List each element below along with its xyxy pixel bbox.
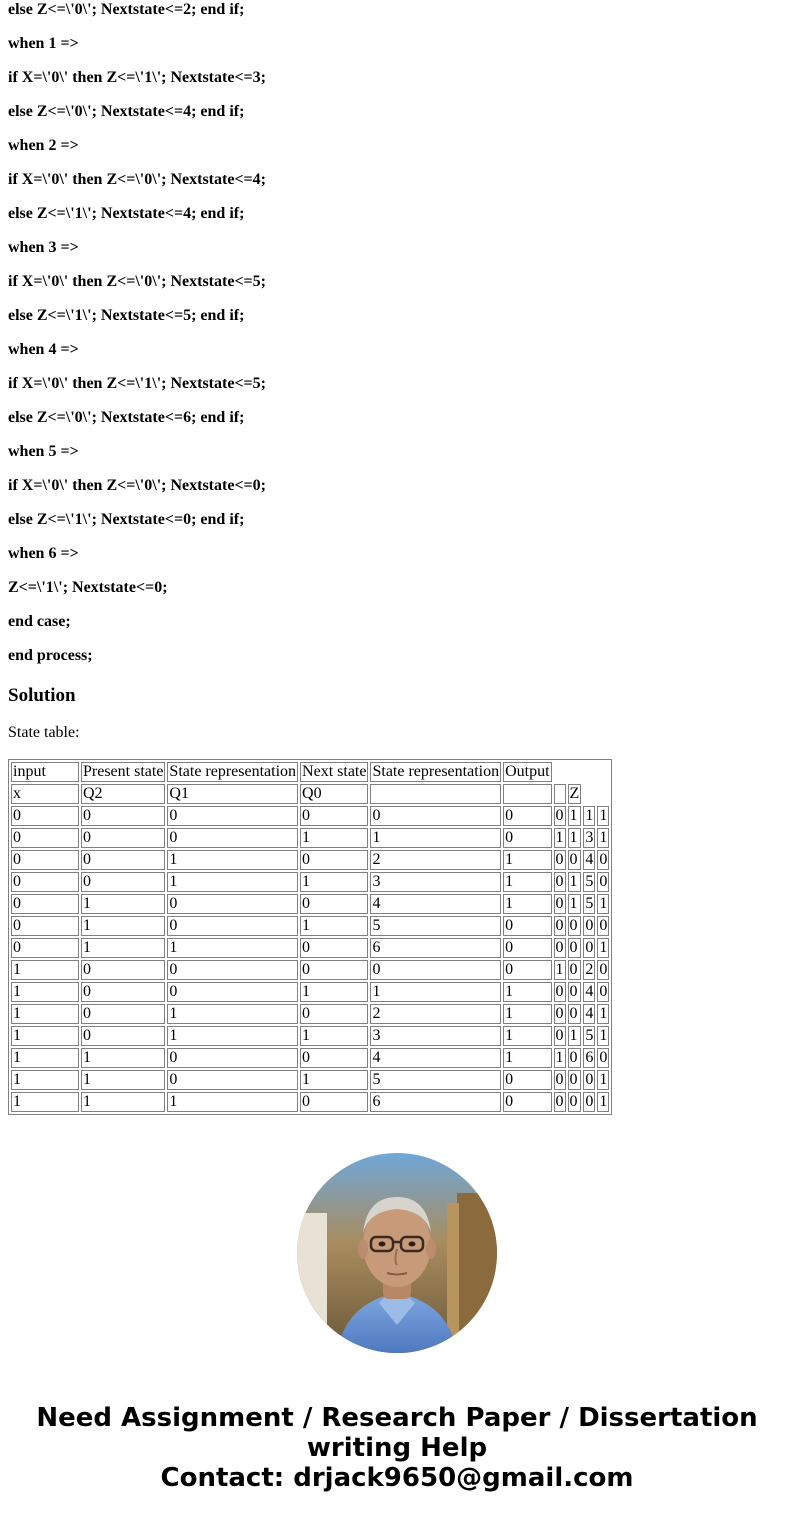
table-cell: 0 bbox=[300, 960, 368, 980]
table-row bbox=[11, 828, 609, 848]
table-cell: 0 bbox=[300, 1004, 368, 1024]
table-cell: 0 bbox=[503, 1070, 551, 1090]
table-row bbox=[11, 872, 609, 892]
table-cell: 0 bbox=[370, 960, 501, 980]
table-cell: 1 bbox=[599, 807, 608, 824]
table-cell: 1 bbox=[300, 1026, 368, 1046]
table-cell: 1 bbox=[503, 894, 551, 914]
table-cell: 0 bbox=[585, 917, 594, 934]
table-cell: 0 bbox=[555, 1027, 564, 1044]
table-cell: 5 bbox=[585, 1027, 594, 1044]
table-cell: 0 bbox=[555, 917, 564, 934]
table-cell: 1 bbox=[11, 1026, 79, 1046]
table-cell: 0 bbox=[167, 894, 298, 914]
table-cell: 0 bbox=[568, 916, 582, 936]
table-cell: 1 bbox=[167, 850, 298, 870]
code-line: end process; bbox=[8, 647, 93, 664]
author-photo-image bbox=[297, 1153, 497, 1353]
table-cell: 0 bbox=[503, 1092, 551, 1112]
table-cell: 6 bbox=[585, 1049, 594, 1066]
table-cell: 1 bbox=[599, 1005, 608, 1022]
table-row bbox=[11, 916, 609, 936]
table-cell: 0 bbox=[599, 873, 608, 890]
table-cell: 0 bbox=[81, 806, 165, 826]
table-header-cell: input bbox=[11, 762, 79, 782]
table-cell: 1 bbox=[11, 960, 79, 980]
table-cell: 0 bbox=[300, 938, 368, 958]
code-line: when 3 => bbox=[8, 239, 79, 256]
table-cell: 0 bbox=[503, 828, 551, 848]
table-cell: 0 bbox=[81, 828, 165, 848]
table-cell: 1 bbox=[568, 894, 582, 914]
code-line: Z<=\'1\'; Nextstate<=0; bbox=[8, 579, 168, 596]
code-line: when 4 => bbox=[8, 341, 79, 358]
code-line: end case; bbox=[8, 613, 71, 630]
table-row bbox=[11, 1092, 609, 1112]
table-cell: 1 bbox=[300, 982, 368, 1002]
table-subheader-cell: x bbox=[11, 784, 79, 804]
code-line: else Z<=\'1\'; Nextstate<=4; end if; bbox=[8, 205, 245, 222]
table-cell: 0 bbox=[599, 1049, 608, 1066]
table-cell: 1 bbox=[11, 1048, 79, 1068]
table-cell: 1 bbox=[300, 872, 368, 892]
table-cell: 5 bbox=[585, 895, 594, 912]
state-table bbox=[8, 759, 612, 1115]
table-cell: 0 bbox=[167, 1048, 298, 1068]
table-row bbox=[11, 894, 609, 914]
table-row bbox=[11, 806, 609, 826]
table-cell: 1 bbox=[81, 1092, 165, 1112]
table-header-cell: Output bbox=[505, 763, 550, 780]
table-subheader-cell: Q2 bbox=[81, 784, 165, 804]
table-cell: 0 bbox=[555, 807, 564, 824]
table-row bbox=[11, 982, 609, 1002]
table-cell: 0 bbox=[503, 916, 551, 936]
table-cell: 0 bbox=[555, 939, 564, 956]
table-cell: 1 bbox=[568, 806, 582, 826]
footer-line-2: writing Help bbox=[306, 1433, 488, 1463]
table-cell: 0 bbox=[81, 1004, 165, 1024]
code-line: if X=\'0\' then Z<=\'1\'; Nextstate<=5; bbox=[8, 375, 266, 392]
table-cell: 1 bbox=[503, 850, 551, 870]
table-cell: 1 bbox=[370, 828, 501, 848]
table-cell: 1 bbox=[11, 982, 79, 1002]
table-cell: 1 bbox=[300, 1070, 368, 1090]
code-line: else Z<=\'0\'; Nextstate<=4; end if; bbox=[8, 103, 245, 120]
table-cell: 1 bbox=[568, 1026, 582, 1046]
table-header-cell: State representation bbox=[372, 763, 500, 780]
table-row bbox=[11, 1048, 609, 1068]
table-cell: 0 bbox=[555, 1093, 564, 1110]
table-cell: 3 bbox=[585, 829, 594, 846]
table-cell: 5 bbox=[370, 1070, 501, 1090]
footer-line-1: Need Assignment / Research Paper / Dissertation bbox=[36, 1403, 758, 1433]
table-cell: 1 bbox=[568, 872, 582, 892]
table-cell: 1 bbox=[555, 961, 564, 978]
table-cell: 0 bbox=[81, 1026, 165, 1046]
table-cell: 1 bbox=[81, 1070, 165, 1090]
table-cell: 1 bbox=[11, 1070, 79, 1090]
table-cell: 0 bbox=[11, 894, 79, 914]
table-cell: 0 bbox=[599, 917, 608, 934]
code-line: if X=\'0\' then Z<=\'0\'; Nextstate<=0; bbox=[8, 477, 266, 494]
code-line: when 1 => bbox=[8, 35, 79, 52]
table-cell: 1 bbox=[81, 894, 165, 914]
table-cell: 0 bbox=[167, 828, 298, 848]
table-cell: 1 bbox=[81, 1048, 165, 1068]
table-row bbox=[11, 938, 609, 958]
table-row bbox=[11, 1026, 609, 1046]
table-cell: 1 bbox=[503, 1026, 551, 1046]
table-cell: 0 bbox=[555, 895, 564, 912]
table-cell: 0 bbox=[11, 872, 79, 892]
table-cell: 0 bbox=[167, 960, 298, 980]
footer-contact bbox=[0, 1403, 794, 1493]
table-cell: 1 bbox=[599, 939, 608, 956]
table-cell: 0 bbox=[568, 960, 582, 980]
code-line: else Z<=\'0\'; Nextstate<=6; end if; bbox=[8, 409, 245, 426]
table-cell: 1 bbox=[167, 1026, 298, 1046]
table-cell: 0 bbox=[81, 982, 165, 1002]
table-cell: 0 bbox=[300, 894, 368, 914]
table-row bbox=[11, 1070, 609, 1090]
table-cell: 0 bbox=[568, 982, 582, 1002]
table-cell: 5 bbox=[370, 916, 501, 936]
table-cell: 1 bbox=[599, 829, 608, 846]
table-cell: 1 bbox=[11, 1092, 79, 1112]
table-cell: 4 bbox=[370, 894, 501, 914]
table-cell: 0 bbox=[568, 1004, 582, 1024]
solution-heading: Solution bbox=[8, 685, 76, 706]
table-subheader-cell: Z bbox=[569, 785, 580, 802]
table-header-cell: Present state bbox=[83, 763, 164, 780]
code-line: else Z<=\'1\'; Nextstate<=5; end if; bbox=[8, 307, 245, 324]
table-subheader-cell: Q0 bbox=[300, 784, 368, 804]
code-line: if X=\'0\' then Z<=\'0\'; Nextstate<=5; bbox=[8, 273, 266, 290]
table-cell: 0 bbox=[370, 806, 501, 826]
table-cell: 1 bbox=[370, 982, 501, 1002]
table-cell: 3 bbox=[370, 1026, 501, 1046]
table-cell: 0 bbox=[568, 938, 582, 958]
table-cell: 0 bbox=[11, 806, 79, 826]
author-photo bbox=[297, 1153, 497, 1353]
table-cell: 0 bbox=[167, 1070, 298, 1090]
code-line: if X=\'0\' then Z<=\'1\'; Nextstate<=3; bbox=[8, 69, 266, 86]
table-header-row bbox=[11, 762, 609, 782]
table-cell: 1 bbox=[11, 1004, 79, 1024]
state-table-label: State table: bbox=[8, 724, 80, 741]
table-cell: 0 bbox=[555, 983, 564, 1000]
table-cell: 1 bbox=[300, 916, 368, 936]
table-cell: 1 bbox=[555, 1049, 564, 1066]
table-cell: 1 bbox=[555, 829, 564, 846]
table-cell: 1 bbox=[503, 1004, 551, 1024]
table-cell: 0 bbox=[300, 850, 368, 870]
table-cell: 0 bbox=[568, 850, 582, 870]
table-cell: 0 bbox=[568, 1070, 582, 1090]
table-cell: 0 bbox=[167, 916, 298, 936]
code-line: when 5 => bbox=[8, 443, 79, 460]
table-subheader-cell bbox=[370, 784, 501, 804]
table-cell: 0 bbox=[11, 938, 79, 958]
table-row bbox=[11, 960, 609, 980]
footer-line-3: Contact: drjack9650@gmail.com bbox=[160, 1463, 634, 1493]
table-cell: 2 bbox=[370, 850, 501, 870]
table-cell: 1 bbox=[599, 1093, 608, 1110]
table-cell: 0 bbox=[503, 960, 551, 980]
table-cell: 0 bbox=[555, 1005, 564, 1022]
table-cell: 1 bbox=[167, 938, 298, 958]
table-cell: 2 bbox=[585, 961, 594, 978]
table-cell: 2 bbox=[370, 1004, 501, 1024]
table-cell: 0 bbox=[81, 872, 165, 892]
table-header-cell: State representation bbox=[169, 763, 297, 780]
table-cell: 4 bbox=[370, 1048, 501, 1068]
table-cell: 0 bbox=[585, 939, 594, 956]
table-cell: 1 bbox=[503, 982, 551, 1002]
table-cell: 1 bbox=[167, 872, 298, 892]
table-cell: 0 bbox=[300, 1092, 368, 1112]
table-cell: 0 bbox=[11, 828, 79, 848]
table-cell: 6 bbox=[370, 938, 501, 958]
table-cell: 1 bbox=[300, 828, 368, 848]
table-cell: 0 bbox=[503, 938, 551, 958]
table-subheader-cell bbox=[503, 784, 551, 804]
code-line: when 6 => bbox=[8, 545, 79, 562]
table-cell: 0 bbox=[555, 1071, 564, 1088]
table-cell: 0 bbox=[167, 982, 298, 1002]
table-cell: 0 bbox=[167, 806, 298, 826]
table-cell: 3 bbox=[370, 872, 501, 892]
table-cell: 0 bbox=[555, 873, 564, 890]
table-cell: 4 bbox=[585, 1005, 594, 1022]
table-cell: 0 bbox=[300, 806, 368, 826]
table-subheader-row bbox=[11, 784, 609, 804]
table-cell: 0 bbox=[503, 806, 551, 826]
table-cell: 5 bbox=[585, 873, 594, 890]
table-cell: 0 bbox=[555, 851, 564, 868]
table-cell: 0 bbox=[11, 850, 79, 870]
table-cell: 0 bbox=[599, 983, 608, 1000]
table-cell: 0 bbox=[11, 916, 79, 936]
table-cell: 1 bbox=[599, 1071, 608, 1088]
table-cell: 1 bbox=[568, 828, 582, 848]
table-cell: 4 bbox=[585, 851, 594, 868]
table-cell: 1 bbox=[585, 807, 594, 824]
table-cell: 1 bbox=[81, 938, 165, 958]
code-line: else Z<=\'0\'; Nextstate<=2; end if; bbox=[8, 1, 245, 18]
table-cell: 1 bbox=[81, 916, 165, 936]
table-subheader-cell: Q1 bbox=[167, 784, 298, 804]
table-cell: 0 bbox=[585, 1093, 594, 1110]
table-row bbox=[11, 850, 609, 870]
table-cell: 0 bbox=[599, 851, 608, 868]
table-cell: 0 bbox=[81, 960, 165, 980]
table-cell: 1 bbox=[167, 1004, 298, 1024]
table-cell: 0 bbox=[300, 1048, 368, 1068]
table-cell: 6 bbox=[370, 1092, 501, 1112]
table-cell: 4 bbox=[585, 983, 594, 1000]
table-cell: 0 bbox=[599, 961, 608, 978]
table-cell: 1 bbox=[503, 1048, 551, 1068]
table-row bbox=[11, 1004, 609, 1024]
table-subheader-cell bbox=[554, 784, 566, 804]
code-line: when 2 => bbox=[8, 137, 79, 154]
table-cell: 0 bbox=[585, 1071, 594, 1088]
table-cell: 1 bbox=[167, 1092, 298, 1112]
code-line: if X=\'0\' then Z<=\'0\'; Nextstate<=4; bbox=[8, 171, 266, 188]
table-cell: 1 bbox=[599, 895, 608, 912]
table-cell: 0 bbox=[81, 850, 165, 870]
table-cell: 1 bbox=[503, 872, 551, 892]
table-cell: 1 bbox=[599, 1027, 608, 1044]
table-cell: 0 bbox=[568, 1048, 582, 1068]
table-header-cell: Next state bbox=[302, 763, 367, 780]
code-line: else Z<=\'1\'; Nextstate<=0; end if; bbox=[8, 511, 245, 528]
table-cell: 0 bbox=[568, 1092, 582, 1112]
